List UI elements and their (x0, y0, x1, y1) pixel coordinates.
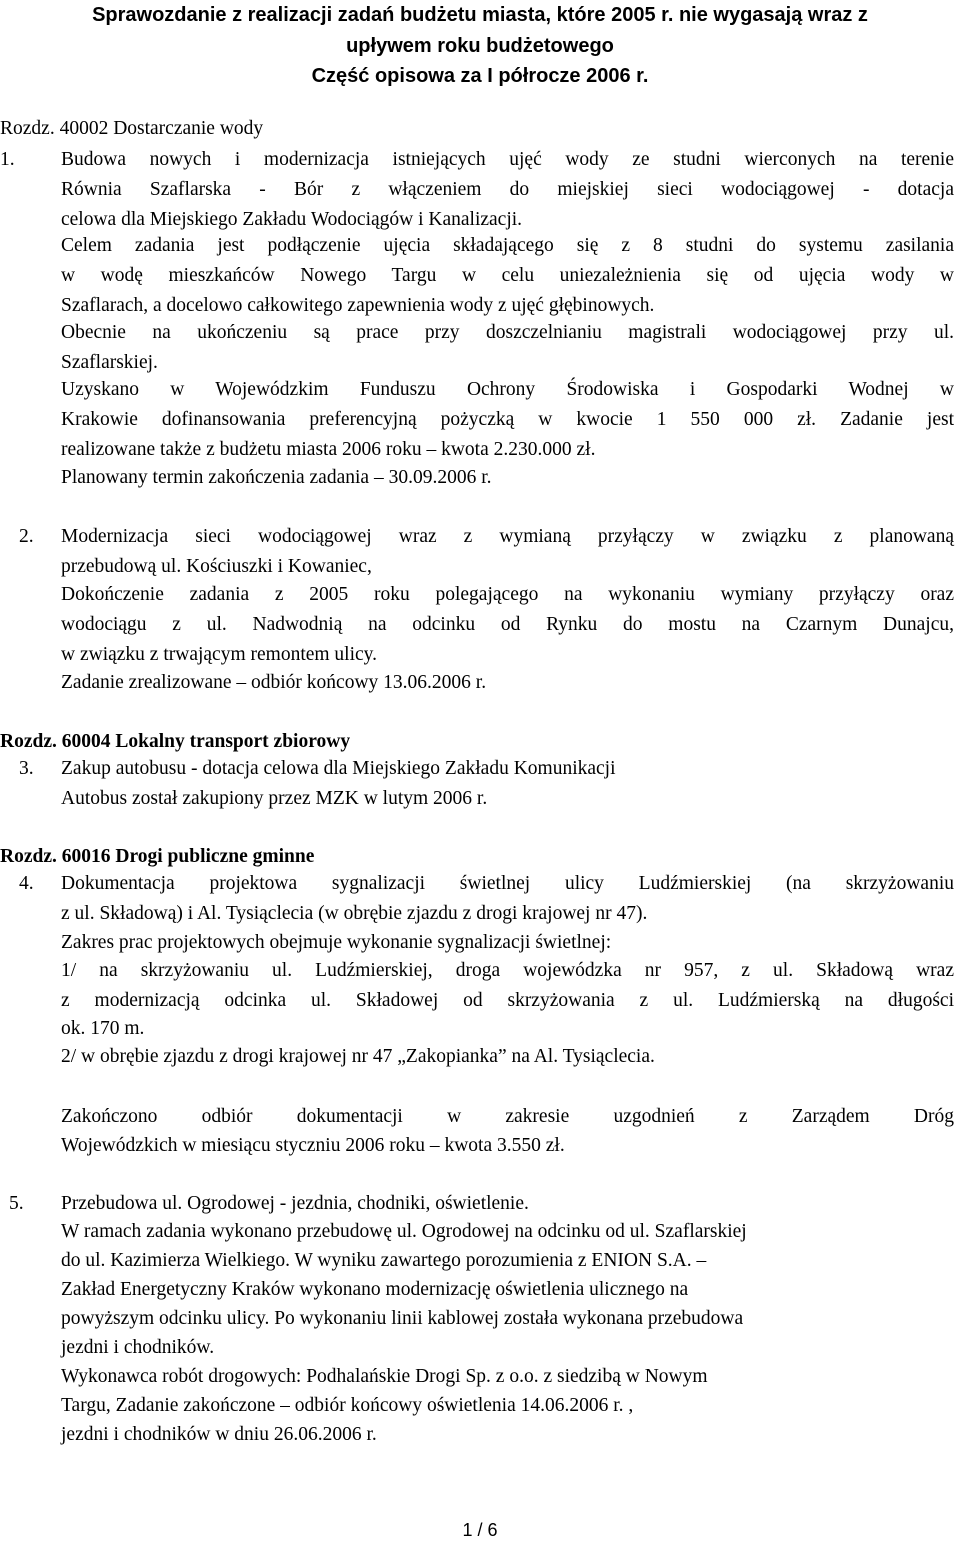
item1-line-7: Obecnie na ukończeniu są prace przy doszczelnianiu magistrali wodociągowej przy ul. (61, 322, 954, 343)
item2-line-1: Modernizacja sieci wodociągowej wraz z wymianą przyłączy w związku z planowaną (61, 526, 954, 547)
item4-line-2: z ul. Składową) i Al. Tysiąclecia (w obrębie zjazdu z drogi krajowej nr 47). (61, 903, 648, 924)
document-header (20, 0, 940, 92)
header-line-1: Sprawozdanie z realizacji zadań budżetu miasta, które 2005 r. nie wygasają wraz z (92, 4, 868, 26)
item1-line-3: celowa dla Miejskiego Zakładu Wodociągów i Kanalizacji. (61, 209, 523, 230)
item5-line-1: Przebudowa ul. Ogrodowej - jezdnia, chodniki, oświetlenie. (61, 1193, 529, 1214)
item4-line-6: ok. 170 m. (61, 1018, 145, 1039)
item1-line-1: Budowa nowych i modernizacja istniejących ujęć wody ze studni wierconych na terenie (61, 149, 954, 170)
item2-line-3: Dokończenie zadania z 2005 roku polegającego na wykonaniu wymiany przyłączy oraz (61, 584, 954, 605)
item1-line-10: Krakowie dofinansowania preferencyjną pożyczką w kwocie 1 550 000 zł. Zadanie jest (61, 409, 954, 430)
item-number-2: 2. (19, 526, 34, 547)
item2-line-5: w związku z trwającym remontem ulicy. (61, 644, 378, 665)
item5-line-3: do ul. Kazimierza Wielkiego. W wyniku zawartego porozumienia z ENION S.A. – (61, 1250, 707, 1271)
item5-line-4: Zakład Energetyczny Kraków wykonano modernizację oświetlenia ulicznego na (61, 1279, 689, 1300)
item4-line-8: Zakończono odbiór dokumentacji w zakresie uzgodnień z Zarządem Dróg (61, 1106, 954, 1127)
section-title-60016: Rozdz. 60016 Drogi publiczne gminne (0, 846, 315, 867)
item-number-5: 5. (9, 1193, 24, 1214)
item4-line-3: Zakres prac projektowych obejmuje wykonanie sygnalizacji świetlnej: (61, 932, 612, 953)
section-title-40002: Rozdz. 40002 Dostarczanie wody (0, 118, 264, 139)
item1-line-9: Uzyskano w Wojewódzkim Funduszu Ochrony Środowiska i Gospodarki Wodnej w (61, 379, 954, 400)
item-number-4: 4. (19, 873, 34, 894)
item1-line-2: Równia Szaflarska - Bór z włączeniem do miejskiej sieci wodociągowej - dotacja (61, 179, 954, 200)
item1-line-11: realizowane także z budżetu miasta 2006 roku – kwota 2.230.000 zł. (61, 439, 596, 460)
item1-line-4: Celem zadania jest podłączenie ujęcia składającego się z 8 studni do systemu zasilania (61, 235, 954, 256)
item5-line-2: W ramach zadania wykonano przebudowę ul. Ogrodowej na odcinku od ul. Szaflarskiej (61, 1221, 747, 1242)
item3-line-1: Zakup autobusu - dotacja celowa dla Miejskiego Zakładu Komunikacji (61, 758, 616, 779)
item4-line-4: 1/ na skrzyżowaniu ul. Ludźmierskiej, droga wojewódzka nr 957, z ul. Składową wraz (61, 960, 954, 981)
item5-line-6: jezdni i chodników. (61, 1337, 215, 1358)
item2-line-2: przebudową ul. Kościuszki i Kowaniec, (61, 556, 372, 577)
item1-line-8: Szaflarskiej. (61, 352, 158, 373)
item4-line-1: Dokumentacja projektowa sygnalizacji świetlnej ulicy Ludźmierskiej (na skrzyżowaniu (61, 873, 954, 894)
item2-line-6: Zadanie zrealizowane – odbiór końcowy 13.06.2006 r. (61, 672, 487, 693)
item-number-3: 3. (19, 758, 34, 779)
item5-line-5: powyższym odcinku ulicy. Po wykonaniu linii kablowej została wykonana przebudowa (61, 1308, 744, 1329)
item4-line-5: z modernizacją odcinka ul. Składowej od skrzyżowania z ul. Ludźmierską na długości (61, 990, 954, 1011)
item5-line-8: Targu, Zadanie zakończone – odbiór końcowy oświetlenia 14.06.2006 r. , (61, 1395, 634, 1416)
item4-line-7: 2/ w obrębie zjazdu z drogi krajowej nr 47 „Zakopianka” na Al. Tysiąclecia. (61, 1046, 655, 1067)
item1-line-6: Szaflarach, a docelowo całkowitego zapewnienia wody z ujęć głębinowych. (61, 295, 655, 316)
item-number-1: 1. (0, 149, 15, 170)
header-line-2: upływem roku budżetowego (346, 34, 614, 57)
item1-line-12: Planowany termin zakończenia zadania – 30.09.2006 r. (61, 467, 492, 488)
item3-line-2: Autobus został zakupiony przez MZK w lutym 2006 r. (61, 788, 488, 809)
item5-line-9: jezdni i chodników w dniu 26.06.2006 r. (61, 1424, 377, 1445)
header-line-3: Część opisowa za I półrocze 2006 r. (311, 65, 649, 87)
section-title-60004: Rozdz. 60004 Lokalny transport zbiorowy (0, 731, 351, 752)
item4-line-9: Wojewódzkich w miesiącu styczniu 2006 roku – kwota 3.550 zł. (61, 1135, 565, 1156)
item2-line-4: wodociągu z ul. Nadwodnią na odcinku od Rynku do mostu na Czarnym Dunajcu, (61, 614, 954, 635)
item1-line-5: w wodę mieszkańców Nowego Targu w celu uniezależnienia się od ujęcia wody w (61, 265, 954, 286)
page-number: 1 / 6 (462, 1520, 498, 1540)
item5-line-7: Wykonawca robót drogowych: Podhalańskie Drogi Sp. z o.o. z siedzibą w Nowym (61, 1366, 708, 1387)
